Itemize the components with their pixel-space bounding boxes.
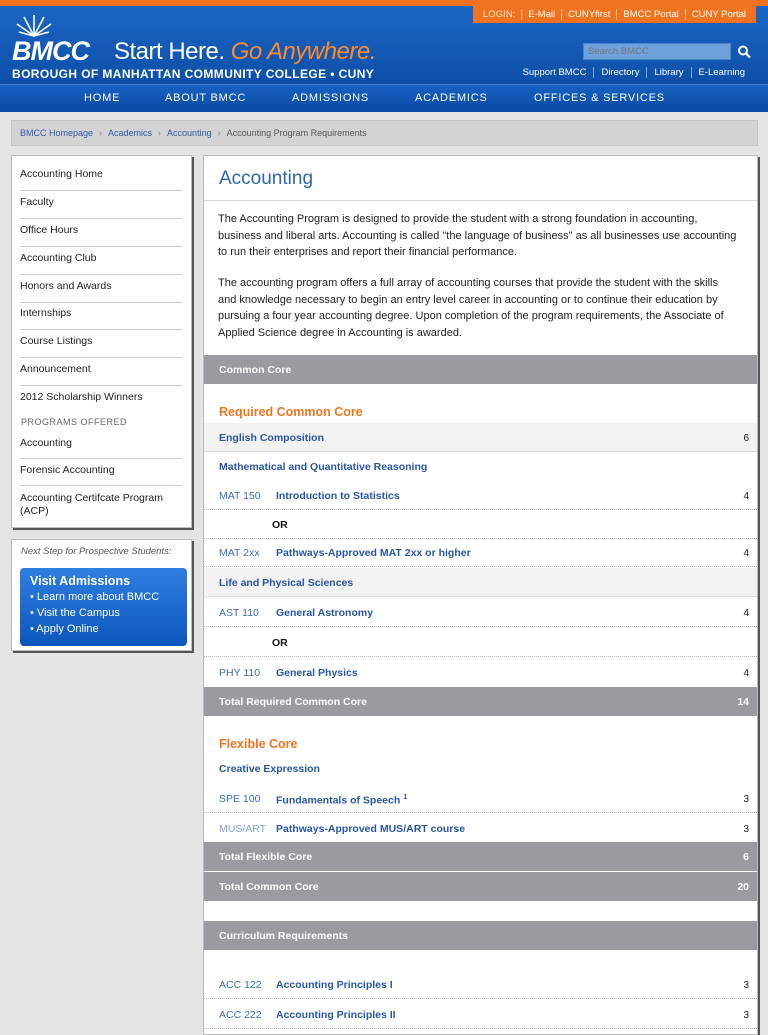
course-code[interactable]: ACC 122 [219,979,262,991]
nav-about-bmcc[interactable]: ABOUT BMCC [165,92,247,104]
nav-admissions[interactable]: ADMISSIONS [292,92,370,104]
programs-offered-label: PROGRAMS OFFERED [21,417,128,427]
sidebar [11,155,192,528]
course-name-link[interactable]: General Physics [276,667,358,679]
course-code[interactable]: SPE 100 [219,793,261,805]
breadcrumb-accounting[interactable]: Accounting [167,128,212,138]
credits: 3 [743,824,749,835]
total-flexible-bar [204,842,758,871]
elearning-link[interactable]: E-Learning [691,67,752,78]
sidebar-item-accounting-home[interactable]: Accounting Home [20,168,182,191]
main-content [203,155,758,1035]
total-common-bar [204,872,758,901]
total-required-label: Total Required Common Core [219,696,367,708]
total-common-credits: 20 [737,881,749,893]
apply-online-link[interactable]: • Apply Online [30,623,99,635]
common-core-label: Common Core [219,364,292,376]
table-row [204,568,758,597]
table-row [204,784,758,813]
intro-paragraph: The Accounting Program is designed to provide the student with a strong foundation in accounting, business and liberal arts. Accounting is called "the language of business" as all businesses use accounting to run their enterprises and report their financial performance. [218,213,737,258]
common-core-bar [204,355,758,384]
credits: 4 [743,668,749,679]
course-name-link[interactable]: Accounting Principles I [276,979,393,991]
learn-more-link[interactable]: • Learn more about BMCC [30,591,160,603]
course-code[interactable]: AST 110 [219,607,259,619]
total-flexible-credits: 6 [743,851,749,863]
footnote-marker: 1 [403,792,408,801]
or-label: OR [272,637,288,649]
visit-admissions-title: Visit Admissions [30,574,131,588]
prospective-students-box [11,539,192,651]
login-email-link[interactable]: E-Mail [521,9,561,20]
table-row [204,510,758,539]
login-bar [473,6,756,23]
table-row [204,452,758,481]
total-required-bar [204,687,758,716]
life-sciences-category-link[interactable]: Life and Physical Sciences [219,577,354,589]
table-row [204,628,758,657]
sidebar-item-forensic-accounting[interactable]: Forensic Accounting [20,464,182,486]
library-link[interactable]: Library [646,67,690,78]
total-flexible-label: Total Flexible Core [219,851,313,863]
sidebar-item-internships[interactable]: Internships [20,307,182,330]
visit-campus-link[interactable]: • Visit the Campus [30,607,120,619]
course-name-link[interactable]: Accounting Principles II [276,1009,396,1021]
table-row [204,658,758,687]
sidebar-item-course-listings[interactable]: Course Listings [20,335,182,358]
sidebar-item-office-hours[interactable]: Office Hours [20,224,182,247]
sidebar-item-certificate-program[interactable]: Accounting Certifcate Program (ACP) [20,492,163,517]
main-nav [0,84,768,112]
nav-offices-services[interactable]: OFFICES & SERVICES [534,92,665,104]
bmcc-logo[interactable]: BMCC [12,36,89,66]
course-code[interactable]: PHY 110 [219,667,261,679]
directory-link[interactable]: Directory [593,67,646,78]
course-code[interactable]: MAT 150 [219,490,261,502]
credits: 3 [743,794,749,805]
nav-academics[interactable]: ACADEMICS [415,92,488,104]
support-bmcc-link[interactable]: Support BMCC [522,67,587,78]
breadcrumb-academics[interactable]: Academics [108,128,153,138]
sidebar-item-scholarship-winners[interactable]: 2012 Scholarship Winners [20,391,143,403]
table-row [204,754,758,783]
credits: 4 [743,491,749,502]
slogan [114,38,376,66]
prospective-heading: Next Step for Prospective Students: [21,546,172,557]
course-name-link[interactable]: Pathways-Approved MUS/ART course [276,823,466,835]
total-common-label: Total Common Core [219,881,319,893]
course-name-link[interactable]: General Astronomy [276,607,374,619]
sidebar-item-accounting-club[interactable]: Accounting Club [20,252,182,275]
course-name-link[interactable] [276,792,407,807]
table-row [204,970,758,999]
sidebar-item-announcement[interactable]: Announcement [20,363,182,386]
or-label: OR [272,519,288,531]
slogan-start: Start Here. [114,38,225,65]
math-category-link[interactable]: Mathematical and Quantitative Reasoning [219,461,428,473]
table-row [204,598,758,627]
table-row [204,423,758,452]
sidebar-item-program-accounting[interactable]: Accounting [20,437,182,459]
page-title: Accounting [219,168,314,189]
slogan-go-anywhere: Go Anywhere. [230,38,376,65]
login-cuny-portal-link[interactable]: CUNY Portal [685,9,752,20]
search-icon[interactable] [736,43,752,60]
login-cunyfirst-link[interactable]: CUNYfirst [561,9,616,20]
utility-links [516,67,752,78]
search-input[interactable] [583,43,731,60]
credits: 3 [743,1010,749,1021]
visit-admissions-button[interactable] [20,568,187,646]
english-composition-link[interactable]: English Composition [219,432,324,444]
course-name-link[interactable]: Introduction to Statistics [276,490,400,502]
curriculum-requirements-bar [204,921,758,950]
table-row [204,538,758,567]
table-row [204,1000,758,1029]
required-common-core-heading: Required Common Core [219,405,363,419]
breadcrumb-home[interactable]: BMCC Homepage [20,128,94,138]
sunburst-logo-icon [16,14,52,38]
program-paragraph: The accounting program offers a full array of accounting courses that provide the student with the skills and knowledge necessary to begin an entry level career in accounting or to continue their education by pursuing a four year accounting degree. Upon completion of the program requirements, the Associate of Applied Science degree in Accounting is awarded. [218,277,724,339]
course-code[interactable]: MAT 2xx [219,547,260,559]
login-label: LOGIN: [483,9,516,20]
college-name: BOROUGH OF MANHATTAN COMMUNITY COLLEGE • CUNY [12,67,375,81]
login-bmcc-portal-link[interactable]: BMCC Portal [616,9,684,20]
sidebar-item-honors-awards[interactable]: Honors and Awards [20,280,182,303]
flexible-core-heading: Flexible Core [219,737,298,751]
credits: 4 [743,548,749,559]
table-row [204,814,758,843]
breadcrumb-current: Accounting Program Requirements [226,128,367,138]
breadcrumb: BMCC Homepage › Academics › Accounting › Accounting Program Requirements [11,120,758,146]
course-name: Fundamentals of Speech [276,794,401,807]
title-divider [204,200,758,201]
credits: 6 [743,433,749,444]
credits: 4 [743,608,749,619]
course-code[interactable]: MUS/ART [219,823,267,835]
table-row [204,481,758,510]
total-required-credits: 14 [737,696,749,708]
nav-home[interactable]: HOME [84,92,121,104]
sidebar-item-faculty[interactable]: Faculty [20,196,182,219]
curriculum-requirements-label: Curriculum Requirements [219,930,348,942]
credits: 3 [743,980,749,991]
course-name-link[interactable]: Pathways-Approved MAT 2xx or higher [276,547,471,559]
creative-expression-link[interactable]: Creative Expression [219,763,320,775]
site-header [0,6,768,84]
course-code[interactable]: ACC 222 [219,1009,262,1021]
